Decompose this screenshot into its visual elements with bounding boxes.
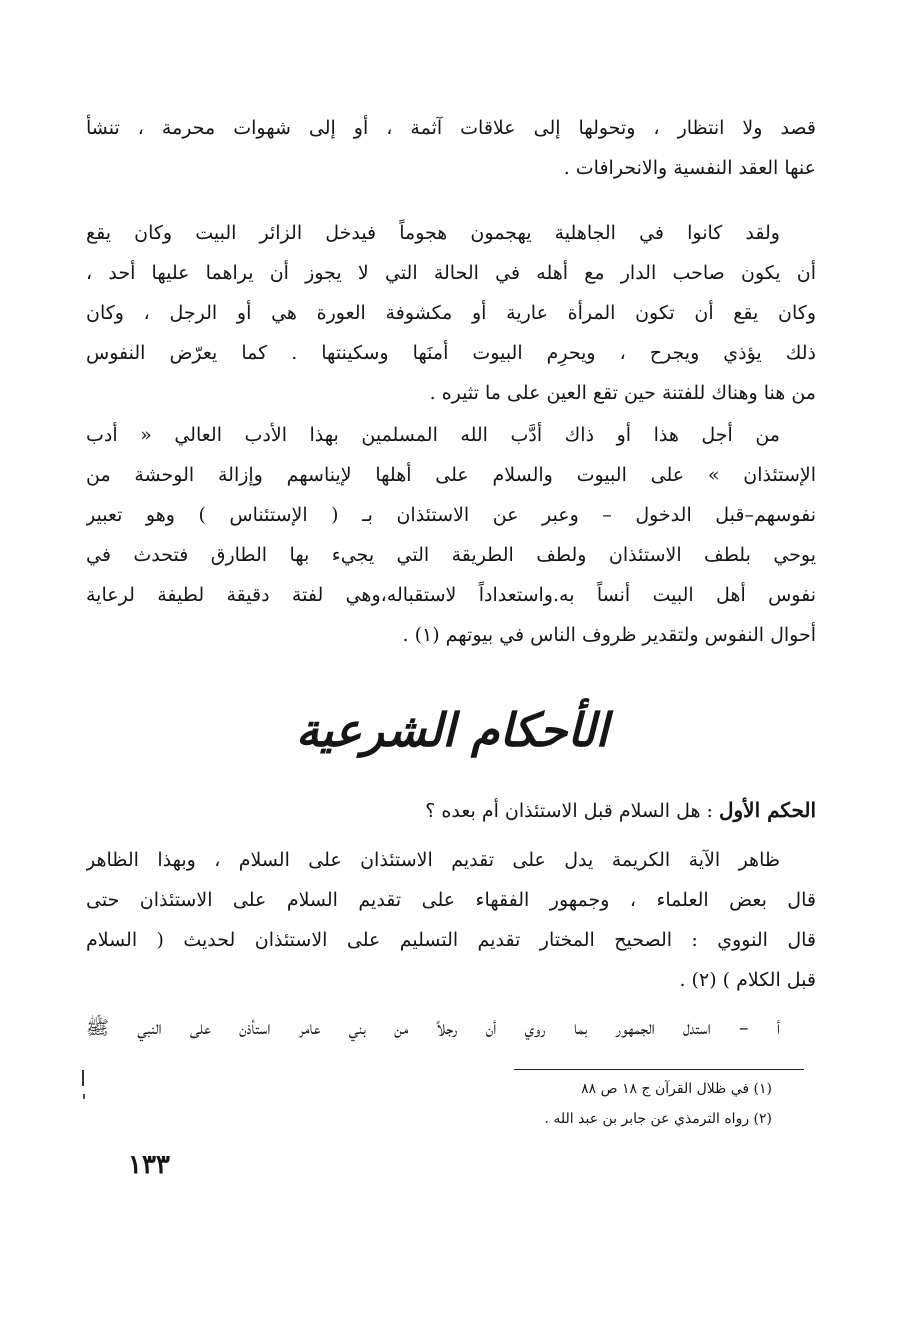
paragraph-3-line-5: نفوس أهل البيت أنساً به.واستعداداً لاستقباله،وهي لفتة دقيقة لطيفة لرعاية: [86, 584, 816, 606]
paragraph-1-line-1: قصد ولا انتظار ، وتحولها إلى علاقات آثمة ، أو إلى شهوات محرمة ، تنشأ: [86, 117, 816, 139]
paragraph-2-line-3: وكان يقع أن تكون المرأة عارية أو مكشوفة العورة هي أو الرجل ، وكان: [86, 302, 816, 324]
section-heading: الأحكام الشرعية: [295, 703, 609, 757]
paragraph-1-line-2: عنها العقد النفسية والانحرافات .: [563, 157, 816, 179]
paragraph-rule-line-1: ظاهر الآية الكريمة يدل على تقديم الاستئذان على السلام ، وبهذا الظاهر: [86, 849, 780, 871]
paragraph-rule-line-3: قال النووي : الصحيح المختار تقديم التسليم على الاستئذان لحديث ( السلام: [86, 929, 816, 951]
paragraph-rule-line-4: قبل الكلام ) (٢) .: [679, 969, 816, 991]
paragraph-3-line-1: من أجل هذا أو ذاك أدَّب الله المسلمين بهذا الأدب العالي « أدب: [86, 424, 780, 446]
margin-mark: [82, 1070, 84, 1086]
paragraph-2-line-2: أن يكون صاحب الدار مع أهله في الحالة التي لا يجوز أن يراهما عليها أحد ،: [86, 262, 816, 284]
margin-mark-dot: [83, 1094, 85, 1099]
footnote-2: (٢) رواه الترمذي عن جابر بن عبد الله .: [544, 1111, 772, 1127]
paragraph-rule-line-2: قال بعض العلماء ، وجمهور الفقهاء على تقديم السلام على الاستئذان حتى: [86, 889, 816, 911]
footnote-separator: [514, 1069, 804, 1070]
page-number: ١٣٣: [128, 1150, 170, 1180]
paragraph-2: [86, 213, 816, 413]
paragraph-rule: [86, 840, 816, 1000]
paragraph-3: [86, 415, 816, 655]
paragraph-3-line-6: أحوال النفوس ولتقدير ظروف الناس في بيوتهم (١) .: [402, 624, 816, 646]
evidence-line: أ – استدل الجمهور بما روي أن رجلاً من بني عامر استأذن على النبي ﷺ: [86, 1017, 780, 1039]
paragraph-2-line-5: من هنا وهناك للفتنة حين تقع العين على ما تثيره .: [429, 382, 816, 404]
paragraph-2-line-4: ذلك يؤذي ويجرح ، ويحرِم البيوت أمنَها وسكينتها . كما يعرّض النفوس: [86, 342, 816, 364]
paragraph-3-line-2: الإستئذان » على البيوت والسلام على أهلها لإيناسهم وإزالة الوحشة من: [86, 464, 816, 486]
rule-one-question: : هل السلام قبل الاستئذان أم بعده ؟: [425, 800, 719, 822]
footnotes: [272, 1074, 772, 1134]
footnote-1: (١) في ظلال القرآن ج ١٨ ص ٨٨: [581, 1081, 772, 1097]
paragraph-3-line-4: يوحي بلطف الاستئذان ولطف الطريقة التي يجيء بها الطارق فتحدث في: [86, 544, 816, 566]
paragraph-1: [86, 108, 816, 188]
paragraph-2-line-1: ولقد كانوا في الجاهلية يهجمون هجوماً فيدخل الزائر البيت وكان يقع: [86, 222, 780, 244]
paragraph-3-line-3: نفوسهم–قبل الدخول – وعبر عن الاستئذان بـ ( الإستئناس ) وهو تعبير: [86, 504, 816, 526]
evidence-paragraph: [86, 1008, 816, 1048]
rule-one-heading: [86, 790, 816, 831]
rule-one-label: الحكم الأول: [718, 798, 816, 822]
